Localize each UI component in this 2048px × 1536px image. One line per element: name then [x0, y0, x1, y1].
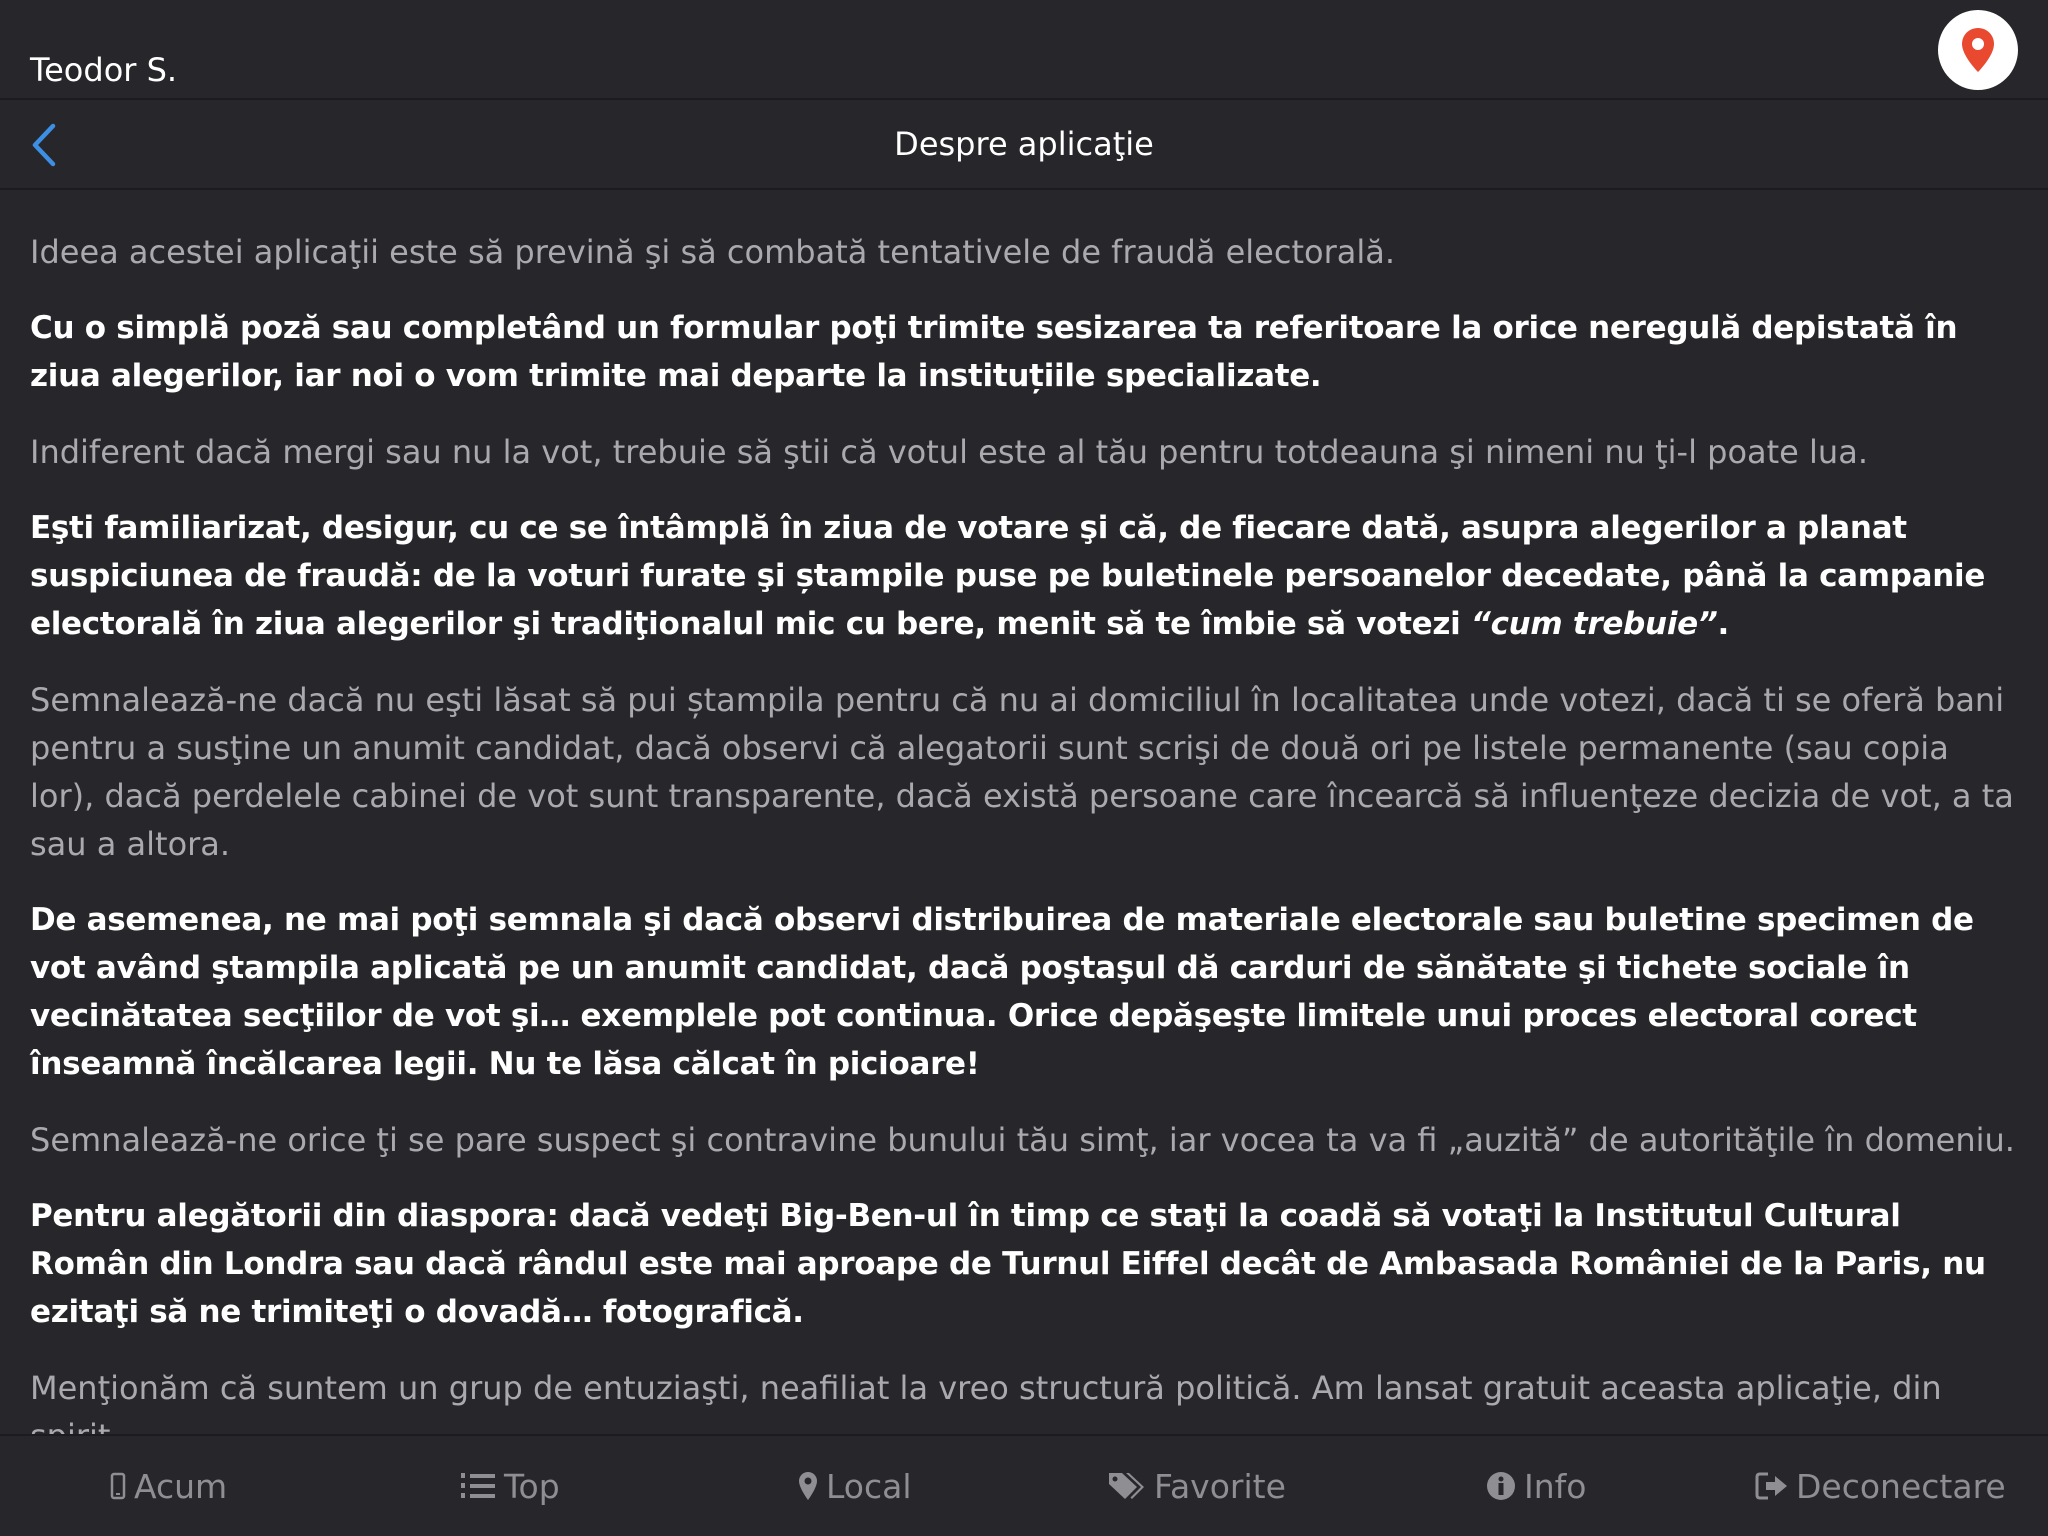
user-bar: [0, 0, 2048, 100]
tab-top[interactable]: [460, 1462, 560, 1510]
about-content[interactable]: [30, 228, 2020, 1428]
tab-info[interactable]: [1486, 1462, 1586, 1510]
mobile-icon: [110, 1473, 126, 1499]
paragraph-fraud-familiar-text: Eşti familiarizat, desigur, cu ce se întâmplă în ziua de votare şi că, de fiecare dată, asupra alegerilor a planat suspiciunea de fraudă: de la voturi furate şi ștampile puse pe buletinele persoanelor decedate, până la campanie electorală în ziua alegerilor şi tradiţionalul mic cu bere, menit să te îmbie să votezi: [30, 510, 1986, 642]
paragraph-suspect: Semnalează-ne orice ţi se pare suspect şi contravine bunului tău simţ, iar vocea ta va fi „auzită” de autorităţile în domeniu.: [30, 1121, 2015, 1159]
paragraph-intro: Ideea acestei aplicaţii este să prevină şi să combată tentativele de fraudă electorală.: [30, 233, 1395, 271]
paragraph-diaspora: Pentru alegătorii din diaspora: dacă vedeţi Big-Ben-ul în timp ce staţi la coadă să votaţi la Institutul Cultural Român din Londra sau dacă rândul este mai aproape de Turnul Eiffel decât de Ambasada României de la Paris, nu ezitaţi să ne trimiteţi o dovadă… fotografică.: [30, 1198, 1986, 1330]
tab-deconectare-label: Deconectare: [1796, 1466, 2006, 1506]
info-circle-icon: [1486, 1471, 1516, 1501]
paragraph-materials: De asemenea, ne mai poţi semnala şi dacă observi distribuirea de materiale electorale sau buletine specimen de vot având ştampila aplicată pe un anumit candidat, dacă poştaşul dă carduri de sănătate şi tichete sociale în vecinătatea secţiilor de vot şi… exemplele pot continua. Orice depăşeşte limitele unui proces electoral corect înseamnă încălcarea legii. Nu te lăsa călcat în picioare!: [30, 902, 1974, 1082]
map-marker-icon: [798, 1471, 818, 1501]
sign-out-icon: [1756, 1472, 1788, 1500]
user-name: Teodor S.: [30, 51, 178, 89]
tab-acum-label: Acum: [134, 1466, 228, 1506]
paragraph-report-issues: Semnalează-ne dacă nu eşti lăsat să pui ștampila pentru că nu ai domiciliul în localitatea unde votezi, dacă ti se oferă bani pentru a susţine un anumit candidat, dacă observi că alegatorii sunt scrişi de două ori pe listele permanente (sau copia lor), dacă perdelele cabinei de vot sunt transparente, dacă există persoane care încearcă să influenţeze decizia de vot, a ta sau a altora.: [30, 681, 2014, 863]
paragraph-fraud-familiar-quote: “cum trebuie”: [1470, 606, 1718, 642]
tab-local[interactable]: [798, 1462, 912, 1510]
nav-bar: [0, 100, 2048, 190]
tab-deconectare[interactable]: [1756, 1462, 2006, 1510]
bottom-tab-bar: [0, 1434, 2048, 1536]
paragraph-photo-report: Cu o simplă poză sau completând un formular poţi trimite sesizarea ta referitoare la orice neregulă depistată în ziua alegerilor, iar noi o vom trimite mai departe la instituțiile specializate.: [30, 310, 1958, 394]
tab-local-label: Local: [826, 1466, 912, 1506]
tab-favorite-label: Favorite: [1154, 1466, 1286, 1506]
location-button[interactable]: [1938, 10, 2018, 90]
tags-icon: [1108, 1471, 1146, 1501]
paragraph-fraud-familiar: [30, 504, 2020, 648]
paragraph-about-us: Menţionăm că suntem un grup de entuziaşti, neafiliat la vreo structură politică. Am lansat gratuit aceasta aplicaţie, din: [30, 1369, 1942, 1407]
tab-top-label: Top: [504, 1466, 560, 1506]
page-title: Despre aplicaţie: [894, 125, 1154, 163]
tab-info-label: Info: [1524, 1466, 1587, 1506]
paragraph-vote-yours: Indiferent dacă mergi sau nu la vot, trebuie să ştii că votul este al tău pentru totdeauna şi nimeni nu ţi-l poate lua.: [30, 433, 1868, 471]
tab-favorite[interactable]: [1108, 1462, 1286, 1510]
list-ol-icon: [460, 1471, 496, 1501]
tab-acum[interactable]: [110, 1462, 227, 1510]
paragraph-fraud-familiar-end: .: [1717, 606, 1730, 642]
map-marker-icon: [1961, 27, 1995, 73]
